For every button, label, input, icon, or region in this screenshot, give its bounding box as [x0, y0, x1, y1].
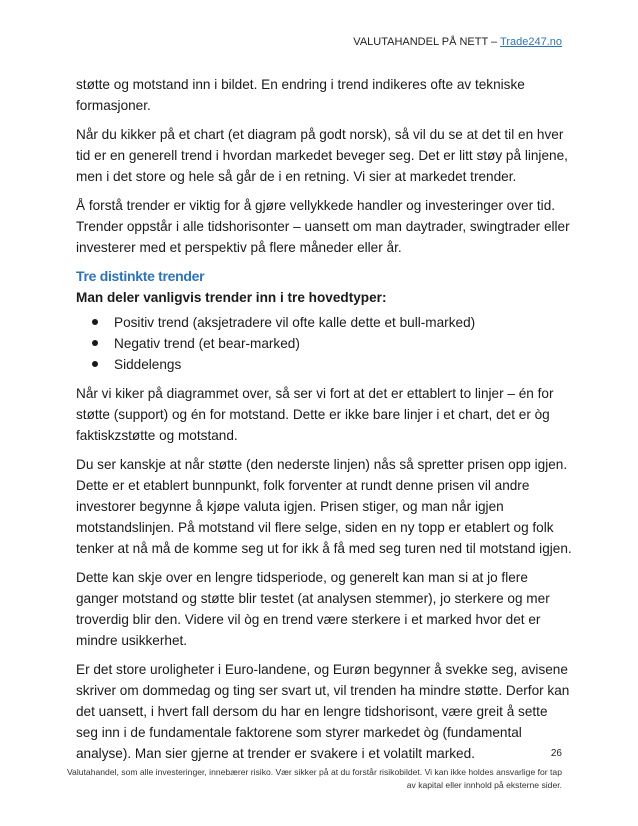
- paragraph: Når vi kiker på diagrammet over, så ser vi fort at det er ettablert to linjer – én for støtte (support) og én for motstand. Dette er ikke bare linjer i et chart, det er òg faktiskzstøtte og motstand.: [76, 386, 554, 443]
- paragraph: Du ser kanskje at når støtte (den nederste linjen) nås så spretter prisen opp igjen. Dette er et etablert bunnpunkt, folk forventer at rundt denne prisen vil andre investorer begynne å kjøpe valuta igjen. Prisen stiger, og man når igjen motstandslinjen. På motstand vil flere selge, siden en ny topp er etablert og folk tenker at nå må de komme seg ut for ikk å få med seg turen ned til motstand igjen.: [76, 457, 572, 556]
- list-item: [76, 312, 572, 333]
- footer-disclaimer: Valutahandel, som alle investeringer, innebærer risiko. Vær sikker på at du forstår risikobildet. Vi kan ikke holdes ansvarlige for tap av kapital eller innhold på eksterne sider.: [66, 767, 562, 790]
- header-title: VALUTAHANDEL PÅ NETT –: [353, 36, 501, 48]
- header-link[interactable]: Trade247.no: [500, 36, 562, 48]
- page-header: [353, 36, 562, 48]
- list-item: [76, 333, 572, 354]
- paragraph: støtte og motstand inn i bildet. En endring i trend indikeres ofte av tekniske formasjoner.: [76, 77, 525, 113]
- list-item-text: Negativ trend (et bear-marked): [114, 336, 300, 351]
- page-number: 26: [550, 748, 562, 759]
- list-item-text: Siddelengs: [114, 357, 182, 372]
- paragraph: Å forstå trender er viktig for å gjøre vellykkede handler og investeringer over tid. Trender oppstår i alle tidshorisonter – uansett om man daytrader, swingtrader eller investerer med et perspektiv på flere måneder eller år.: [76, 198, 570, 255]
- paragraph: Dette kan skje over en lengre tidsperiode, og generelt kan man si at jo flere ganger motstand og støtte blir testet (at analysen stemmer), jo sterkere og mer troverdig blir den. Videre vil òg en trend være sterkere i et marked hvor det er mindre usikkerhet.: [76, 570, 550, 648]
- bullet-list: [76, 312, 572, 375]
- list-item: [76, 354, 572, 375]
- document-body: [76, 74, 572, 772]
- bullet-icon: [92, 319, 98, 325]
- paragraph: Er det store uroligheter i Euro-landene, og Eurøn begynner å svekke seg, avisene skriver om dommedag og ting ser svart ut, vil trenden ha mindre støtte. Derfor kan det uansett, i hvert fall dersom du har en lengre tidshorisont, være greit å sette seg inn i de fundamentale faktorene som styrer markedet òg (fundamental analyse). Man sier gjerne at trender er svakere i et volatilt marked.: [76, 662, 570, 761]
- bullet-icon: [92, 361, 98, 367]
- section-heading: Tre distinkte trender: [76, 268, 205, 284]
- section-subheading: Man deler vanligvis trender inn i tre hovedtyper:: [76, 290, 387, 305]
- paragraph: Når du kikker på et chart (et diagram på godt norsk), så vil du se at det til en hver tid er en generell trend i hvordan markedet beveger seg. Det er litt støy på linjene, men i det store og hele så går de i en retning. Vi sier at markedet trender.: [76, 127, 568, 184]
- list-item-text: Positiv trend (aksjetradere vil ofte kalle dette et bull-marked): [114, 315, 476, 330]
- bullet-icon: [92, 340, 98, 346]
